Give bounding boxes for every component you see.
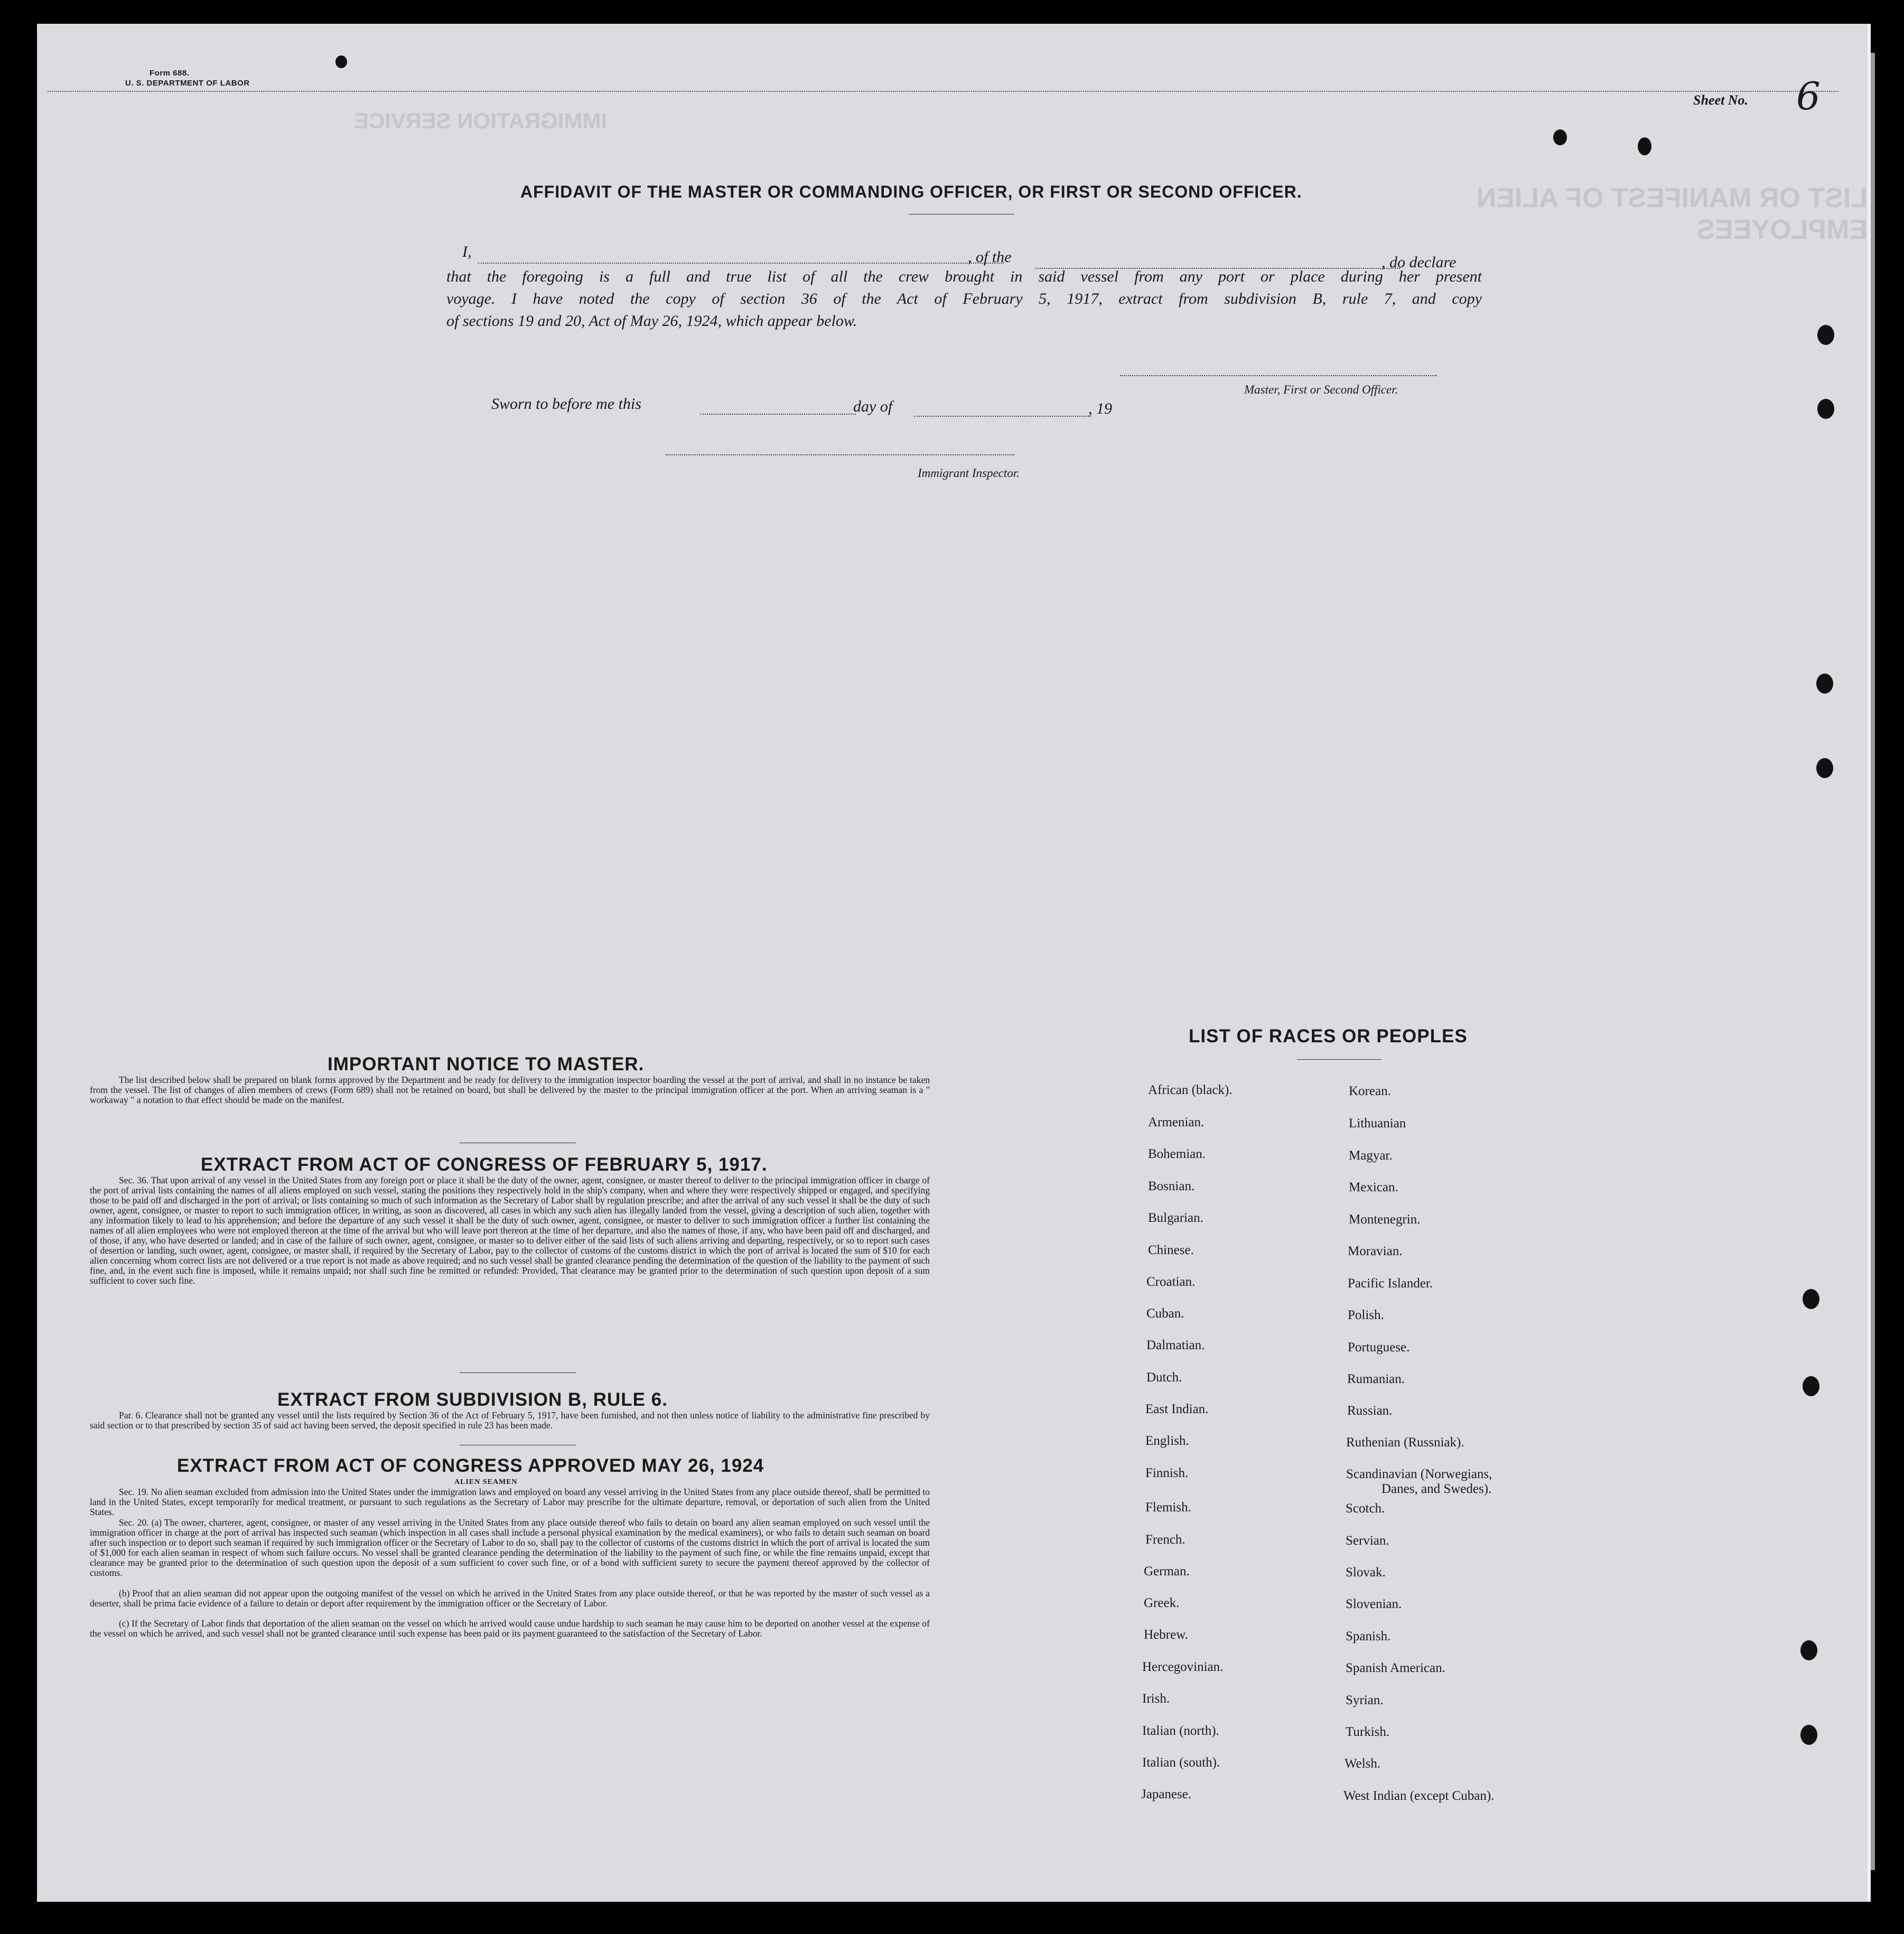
race-item: Pacific Islander. xyxy=(1348,1276,1433,1291)
punch-hole xyxy=(1800,1725,1817,1745)
race-item: Bohemian. xyxy=(1148,1147,1206,1161)
race-item: Dalmatian. xyxy=(1146,1338,1205,1352)
race-item: Italian (north). xyxy=(1142,1724,1219,1738)
race-item: Polish. xyxy=(1348,1308,1384,1322)
race-item: Russian. xyxy=(1347,1404,1393,1418)
rule6-text: Par. 6. Clearance shall not be granted any vessel until the lists required by Section 36 of the Act of February 5, 1917, have been furnished, and not then unless notice of liability to the administrative fine prescribed by said section or to that prescribed by section 35 of said act having been served, the deposit specified in rule 23 has been made. xyxy=(90,1410,930,1431)
race-item: Scandinavian (Norwegians, xyxy=(1346,1467,1492,1481)
race-item: Finnish. xyxy=(1145,1466,1189,1480)
race-item: Moravian. xyxy=(1348,1244,1403,1258)
race-item: Dutch. xyxy=(1146,1370,1182,1385)
affidavit-line-2: voyage. I have noted the copy of section 36 of the Act of February 5, 1917, extract from subdivision B, rule 7, and copy xyxy=(446,290,1482,307)
header-rule xyxy=(48,91,1838,92)
race-item: Lithuanian xyxy=(1349,1116,1406,1130)
race-item: Korean. xyxy=(1349,1084,1391,1098)
race-item: Turkish. xyxy=(1346,1725,1390,1739)
punch-hole xyxy=(1816,674,1833,694)
extract-1917-text: Sec. 36. That upon arrival of any vessel in the United States from any foreign port or place it shall be the duty of the owner, agent, consignee, or master thereof to deliver to the principal immigration officer in charge of the port of arrival lists containing the names of all aliens employed on such vessel, stating the positions they respectively hold in the ship's company, when and where they were respectively shipped or engaged, and specifying those to be paid off and discharged in the port of arrival; or lists containing so much of such information as the Secretary of Labor shall by regulation prescribe; and after the arrival of any such vessel it shall be the duty of such owner, agent, consignee, or master to report to such immigration officer, in writing, as soon as discovered, all cases in which any such alien has illegally landed from the vessel, giving a description of such alien, together with any information likely to lead to his apprehension; and before the departure of any such vessel it shall be the duty of such owner, agent, consignee, or master to deliver to such immigration officer a further list containing the names of all alien employees who were not employed thereon at the time of the arrival but who will leave port thereon at the time of her departure, and also the names of those, if any, who have been paid off and discharged, and of those, if any, who have deserted or landed; and in case of the failure of such owner, agent, consignee, or master so to deliver either of the said lists of such aliens arriving and departing, respectively, or so to report such cases of desertion or landing, such owner, agent, consignee, or master shall, if required by the Secretary of Labor, pay to the collector of customs of the customs district in which the port of arrival is located the sum of $10 for each alien concerning whom correct lists are not delivered or a true report is not made as above required; and no such vessel shall be granted clearance pending the determination of the question of the liability to the payment of such fine, and, in the event such fine is imposed, while it remains unpaid; nor shall such fine be remitted or refunded: Provided, That clearance may be granted prior to the determination of such question upon deposit of a sum sufficient to cover such fine. xyxy=(90,1175,930,1286)
master-signature-line xyxy=(1120,375,1437,376)
race-item: Rumanian. xyxy=(1347,1372,1405,1386)
notice-title: IMPORTANT NOTICE TO MASTER. xyxy=(328,1054,645,1075)
sec20c-text: (c) If the Secretary of Labor finds that deportation of the alien seaman on the vessel on which he arrived would cause undue hardship to such seaman he may cause him to be deported on another vessel at the expense of the vessel on which he arrived, and such vessel shall not be granted clearance until such expense has been paid or its payment guaranteed to the satisfaction of the Secretary of Labor. xyxy=(90,1618,930,1639)
punch-hole xyxy=(1817,399,1834,419)
punch-hole xyxy=(1816,758,1833,778)
race-item: Italian (south). xyxy=(1142,1755,1220,1770)
race-item: Welsh. xyxy=(1345,1757,1381,1771)
race-item: African (black). xyxy=(1148,1083,1233,1097)
day-of-text: day of xyxy=(853,398,893,415)
inspector-signature-line xyxy=(666,454,1014,455)
extract-1917-title: EXTRACT FROM ACT OF CONGRESS OF FEBRUARY 5, 1917. xyxy=(201,1154,768,1175)
race-item: Spanish American. xyxy=(1346,1661,1445,1675)
races-title: LIST OF RACES OR PEOPLES xyxy=(1189,1026,1468,1047)
bleed-through-1: IMMIGRATION SERVICE xyxy=(354,108,608,133)
race-item: East Indian. xyxy=(1145,1402,1209,1416)
affidavit-do-declare: , do declare xyxy=(1382,254,1457,271)
alien-seamen-subtitle: ALIEN SEAMEN xyxy=(454,1478,518,1486)
race-item: Japanese. xyxy=(1141,1787,1192,1801)
affidavit-line-3: of sections 19 and 20, Act of May 26, 1924, which appear below. xyxy=(446,312,857,330)
sec20a-text: Sec. 20. (a) The owner, charterer, agent, consignee, or master of any vessel arriving in the United States from any place outside thereof who fails to detain on board any alien seaman employed on such vessel until the immigration officer in charge at the port of arrival has inspected such seaman (which inspection in all cases shall include a personal physical examination by the medical examiners), or who fails to detain such seaman on board after such inspection or to deport such seaman if required by such immigration officer or the Secretary of Labor to do so, shall pay to the collector of customs of the customs district in which the port of arrival is located the sum of $1,000 for each alien seaman in respect of whom such failure occurs. No vessel shall be granted clearance pending the determination of the liability to the payment of such fine, or while the fine remains unpaid, except that clearance may be granted prior to the determination of such question upon the deposit of a sum sufficient to cover such fine, or of a bond with sufficient surety to secure the payment thereof approved by the collector of customs. xyxy=(90,1517,930,1578)
race-item: German. xyxy=(1144,1564,1190,1578)
punch-hole xyxy=(335,55,347,68)
race-item: Slovenian. xyxy=(1346,1597,1402,1611)
inspector-label: Immigrant Inspector. xyxy=(918,466,1020,480)
department-label: U. S. DEPARTMENT OF LABOR xyxy=(125,79,250,88)
race-item: Portuguese. xyxy=(1348,1340,1410,1354)
form-sheet xyxy=(37,24,1871,1902)
race-item: Chinese. xyxy=(1148,1243,1194,1257)
punch-hole xyxy=(1553,129,1567,145)
race-item: French. xyxy=(1145,1533,1186,1547)
day-blank xyxy=(700,414,856,415)
form-number: Form 688. xyxy=(150,69,190,78)
race-item: Flemish. xyxy=(1145,1500,1191,1515)
name-blank xyxy=(478,263,1004,264)
affidavit-of-the: , of the xyxy=(968,248,1012,266)
race-item: Magyar. xyxy=(1349,1148,1393,1163)
race-item: Spanish. xyxy=(1346,1629,1391,1643)
race-item: Servian. xyxy=(1346,1534,1389,1548)
affidavit-line-1: that the foregoing is a full and true list of all the crew brought in said vessel from any port or place during her present xyxy=(446,268,1482,285)
master-signature-label: Master, First or Second Officer. xyxy=(1244,383,1398,396)
race-item: Mexican. xyxy=(1349,1180,1398,1194)
punch-hole xyxy=(1638,137,1651,155)
punch-hole xyxy=(1817,325,1834,345)
sec19-text: Sec. 19. No alien seaman excluded from admission into the United States under the immigration laws and employed on board any vessel arriving in the United States from any place outside thereof, shall be permitted to land in the United States, except temporarily for medical treatment, or pursuant to such regulations as the Secretary of Labor may prescribe for the ultimate departure, removal, or deportation of such alien from the United States. xyxy=(90,1487,930,1517)
punch-hole xyxy=(1803,1289,1819,1309)
race-item: Slovak. xyxy=(1346,1565,1386,1580)
race-item: Cuban. xyxy=(1146,1306,1184,1321)
races-title-rule xyxy=(1297,1059,1382,1060)
race-item: West Indian (except Cuban). xyxy=(1343,1789,1495,1803)
affidavit-title: AFFIDAVIT OF THE MASTER OR COMMANDING OFFICER, OR FIRST OR SECOND OFFICER. xyxy=(520,182,1302,201)
year-prefix: , 19 xyxy=(1088,400,1112,417)
race-item: Armenian. xyxy=(1148,1115,1205,1129)
race-item: Montenegrin. xyxy=(1349,1212,1421,1227)
race-item: Syrian. xyxy=(1346,1693,1384,1707)
race-item: Hercegovinian. xyxy=(1142,1660,1224,1674)
sheet-label: Sheet No. xyxy=(1693,92,1748,108)
race-item: English. xyxy=(1145,1434,1189,1448)
extract-1917-rule xyxy=(460,1372,576,1373)
rule6-title: EXTRACT FROM SUBDIVISION B, RULE 6. xyxy=(277,1389,668,1410)
notice-text: The list described below shall be prepared on blank forms approved by the Department and be ready for delivery to the immigration inspector boarding the vessel at the port of arrival, and shall in no instance be taken from the vessel. The list of changes of alien members of crews (Form 689) shall not be retained on board, but shall be delivered by the master to the principal immigration officer at the port. When an arriving seaman is a " workaway " a notation to that effect should be made on the manifest. xyxy=(90,1075,930,1105)
sworn-text: Sworn to before me this xyxy=(491,395,641,413)
race-item: Ruthenian (Russniak). xyxy=(1346,1435,1464,1450)
affidavit-i: I, xyxy=(462,243,472,260)
race-item: Bosnian. xyxy=(1148,1179,1195,1193)
race-item: Irish. xyxy=(1142,1692,1170,1706)
race-item: Greek. xyxy=(1144,1596,1180,1610)
race-item: Hebrew. xyxy=(1144,1628,1188,1642)
sheet-number: 6 xyxy=(1796,74,1821,118)
month-blank xyxy=(914,416,1091,417)
race-item-continued: Danes, and Swedes). xyxy=(1382,1482,1492,1496)
punch-hole xyxy=(1803,1376,1819,1396)
race-item: Scotch. xyxy=(1346,1501,1385,1516)
extract-1924-title: EXTRACT FROM ACT OF CONGRESS APPROVED MAY 26, 1924 xyxy=(177,1455,764,1476)
race-item: Bulgarian. xyxy=(1148,1211,1203,1225)
race-item: Croatian. xyxy=(1146,1275,1196,1289)
punch-hole xyxy=(1800,1640,1817,1660)
bleed-through-2: LIST OR MANIFEST OF ALIEN EMPLOYEES xyxy=(1476,183,1868,245)
sec20b-text: (b) Proof that an alien seaman did not appear upon the outgoing manifest of the vessel on which he arrived in the United States from any place outside thereof, or that he was reported by the master of such vessel as a deserter, shall be prima facie evidence of a failure to detain or deport after requirement by the immigration officer or the Secretary of Labor. xyxy=(90,1588,930,1609)
